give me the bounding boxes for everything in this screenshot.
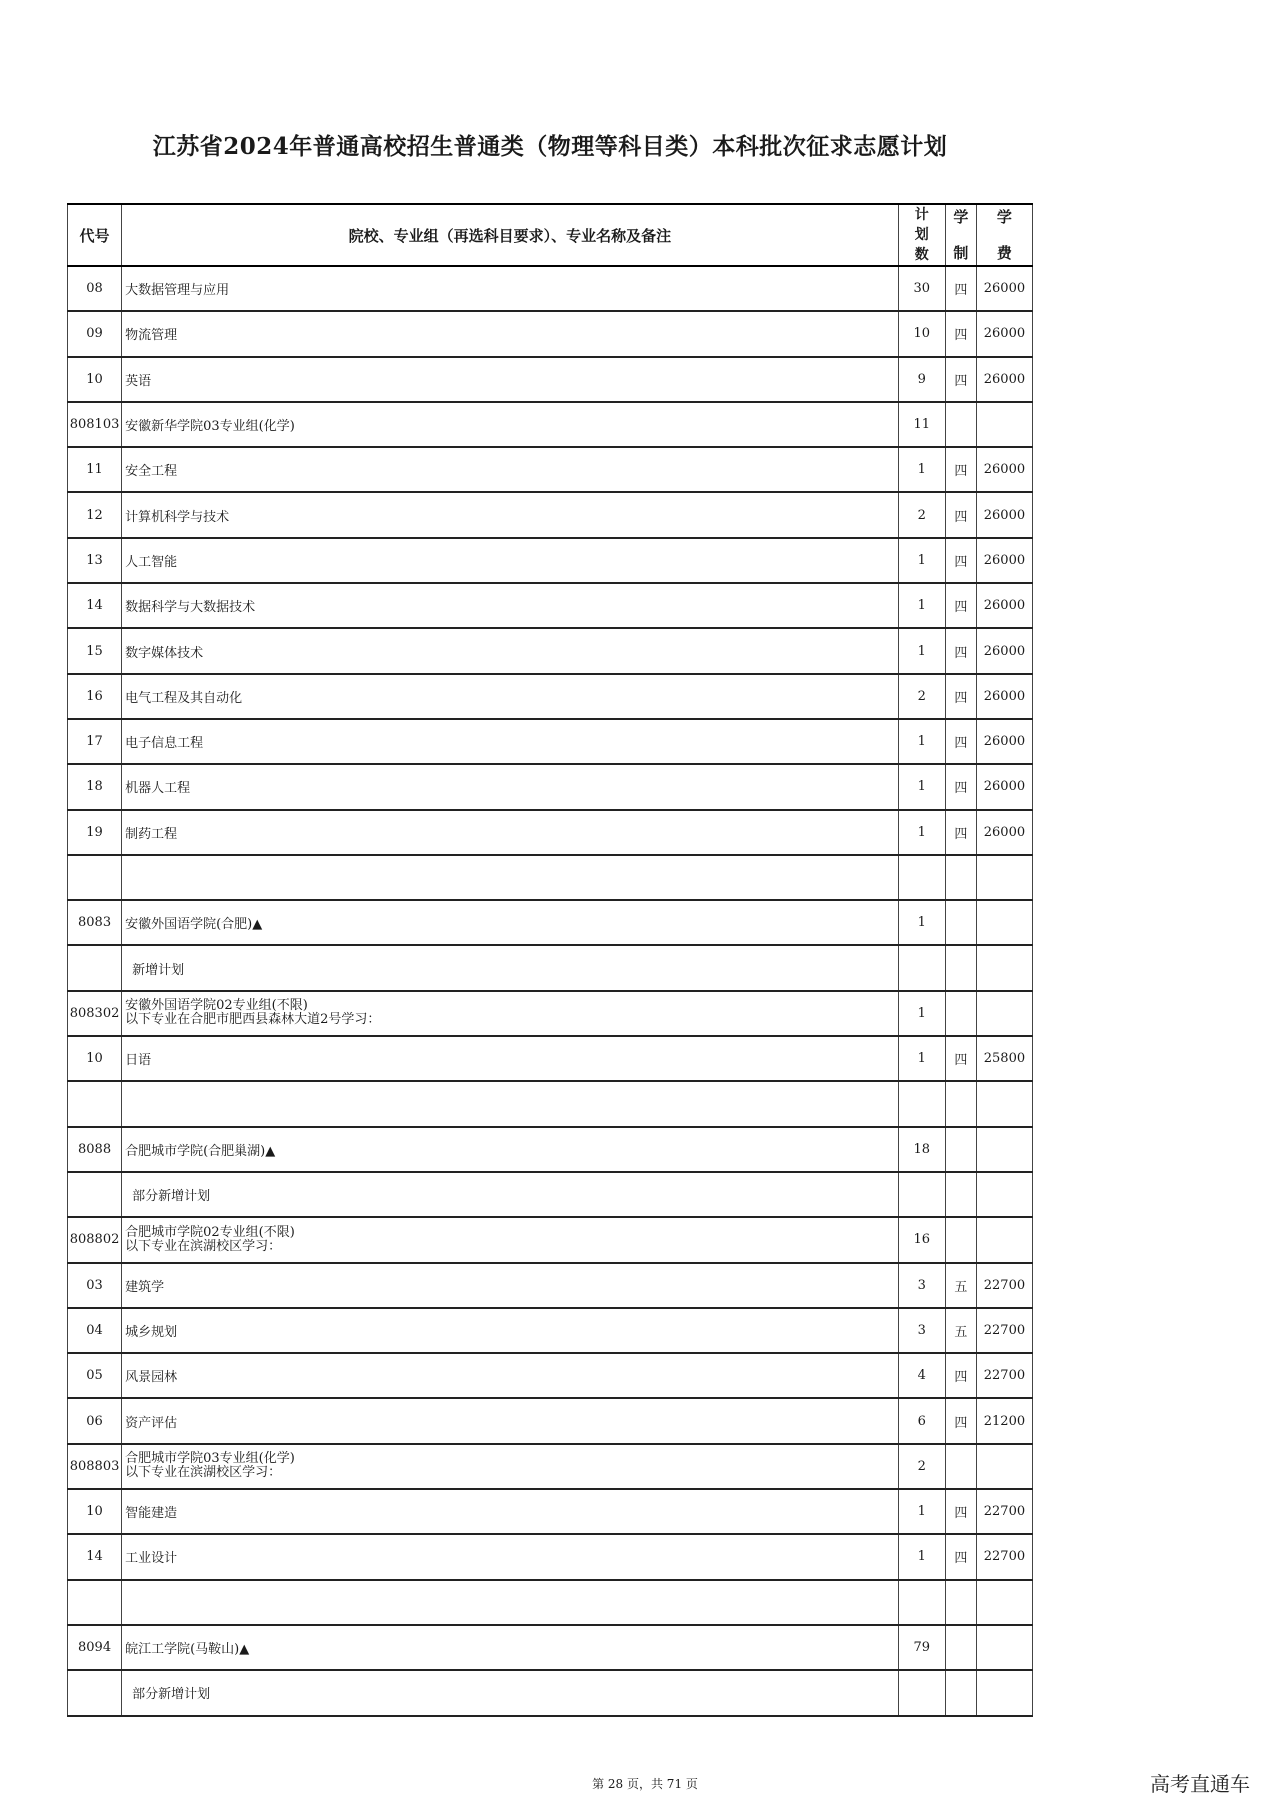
- row-duration: 四: [945, 1036, 976, 1081]
- header-duration: [945, 204, 976, 266]
- row-plan-count: 79: [898, 1625, 945, 1670]
- row-duration: [945, 1580, 976, 1625]
- row-name: 人工智能: [122, 538, 899, 583]
- row-plan-count: [898, 1172, 945, 1217]
- row-duration: [945, 1625, 976, 1670]
- row-fee: [976, 1625, 1032, 1670]
- row-fee: [976, 1444, 1032, 1489]
- table-row: [68, 1172, 1033, 1217]
- enrollment-plan-table: [67, 203, 1033, 1717]
- row-group-name: [122, 1444, 899, 1489]
- row-plan-count: 1: [898, 810, 945, 855]
- row-name: [122, 1081, 899, 1126]
- row-name: [122, 1580, 899, 1625]
- row-duration: 四: [945, 1353, 976, 1398]
- row-duration: [945, 855, 976, 900]
- row-fee: 22700: [976, 1263, 1032, 1308]
- row-duration: [945, 1444, 976, 1489]
- row-duration: [945, 1217, 976, 1262]
- header-duration-char: 制: [953, 244, 969, 262]
- table-row: [68, 1036, 1033, 1081]
- row-code: 808302: [68, 991, 122, 1036]
- row-plan-count: 1: [898, 1489, 945, 1534]
- row-name: 机器人工程: [122, 764, 899, 809]
- page-number: 第 28 页，共 71 页: [592, 1777, 698, 1791]
- table-row: [68, 900, 1033, 945]
- row-name: 合肥城市学院(合肥巢湖)▲: [122, 1127, 899, 1172]
- row-fee: 26000: [976, 266, 1032, 311]
- table-row: [68, 402, 1033, 447]
- row-code: 16: [68, 674, 122, 719]
- row-code: [68, 1081, 122, 1126]
- table-row: [68, 1217, 1033, 1262]
- row-code: 09: [68, 311, 122, 356]
- row-plan-count: 2: [898, 492, 945, 537]
- row-plan-count: 10: [898, 311, 945, 356]
- row-name: 数字媒体技术: [122, 628, 899, 673]
- row-code: 05: [68, 1353, 122, 1398]
- row-code: 15: [68, 628, 122, 673]
- row-code: 12: [68, 492, 122, 537]
- row-duration: [945, 900, 976, 945]
- table-row: [68, 1127, 1033, 1172]
- row-fee: 26000: [976, 764, 1032, 809]
- row-code: 19: [68, 810, 122, 855]
- table-row: [68, 1670, 1033, 1715]
- row-code: 8094: [68, 1625, 122, 1670]
- row-duration: 四: [945, 1534, 976, 1579]
- row-plan-count: 1: [898, 1534, 945, 1579]
- row-name: 计算机科学与技术: [122, 492, 899, 537]
- row-duration: 五: [945, 1308, 976, 1353]
- row-name: 制药工程: [122, 810, 899, 855]
- row-fee: 26000: [976, 674, 1032, 719]
- table-row: [68, 1534, 1033, 1579]
- row-duration: [945, 991, 976, 1036]
- row-code: 13: [68, 538, 122, 583]
- row-duration: [945, 1127, 976, 1172]
- row-note: 部分新增计划: [122, 1172, 899, 1217]
- row-fee: 26000: [976, 311, 1032, 356]
- row-fee: [976, 1081, 1032, 1126]
- table-row: [68, 945, 1033, 990]
- row-code: 808803: [68, 1444, 122, 1489]
- row-plan-count: 2: [898, 1444, 945, 1489]
- table-row: [68, 810, 1033, 855]
- row-duration: 五: [945, 1263, 976, 1308]
- row-duration: [945, 1172, 976, 1217]
- row-fee: 22700: [976, 1534, 1032, 1579]
- header-plan-char: 数: [914, 247, 929, 263]
- row-plan-count: 1: [898, 1036, 945, 1081]
- row-plan-count: [898, 1580, 945, 1625]
- row-plan-count: 1: [898, 719, 945, 764]
- row-code: 17: [68, 719, 122, 764]
- row-fee: [976, 1127, 1032, 1172]
- group-name-line: 安徽外国语学院02专业组(不限): [125, 998, 308, 1014]
- row-code: 808802: [68, 1217, 122, 1262]
- row-fee: 26000: [976, 583, 1032, 628]
- row-duration: 四: [945, 492, 976, 537]
- row-name: 资产评估: [122, 1398, 899, 1443]
- table-header-row: [68, 204, 1033, 266]
- row-code: 08: [68, 266, 122, 311]
- row-name: 安全工程: [122, 447, 899, 492]
- row-code: [68, 855, 122, 900]
- row-fee: [976, 1217, 1032, 1262]
- row-note: 新增计划: [122, 945, 899, 990]
- row-code: 10: [68, 1489, 122, 1534]
- row-name: 安徽外国语学院(合肥)▲: [122, 900, 899, 945]
- row-plan-count: 4: [898, 1353, 945, 1398]
- table-row: [68, 855, 1033, 900]
- row-fee: 22700: [976, 1353, 1032, 1398]
- row-fee: 26000: [976, 538, 1032, 583]
- row-fee: 26000: [976, 719, 1032, 764]
- row-code: 03: [68, 1263, 122, 1308]
- row-duration: 四: [945, 583, 976, 628]
- row-name: 日语: [122, 1036, 899, 1081]
- row-name: 物流管理: [122, 311, 899, 356]
- row-duration: 四: [945, 810, 976, 855]
- row-duration: [945, 1670, 976, 1715]
- row-note: 部分新增计划: [122, 1670, 899, 1715]
- row-group-name: [122, 1217, 899, 1262]
- table-row: [68, 1398, 1033, 1443]
- row-duration: 四: [945, 266, 976, 311]
- row-code: 06: [68, 1398, 122, 1443]
- table-row: [68, 538, 1033, 583]
- row-name: 工业设计: [122, 1534, 899, 1579]
- row-plan-count: 3: [898, 1263, 945, 1308]
- row-fee: 22700: [976, 1489, 1032, 1534]
- row-fee: 26000: [976, 810, 1032, 855]
- row-name: 电气工程及其自动化: [122, 674, 899, 719]
- header-plan-char: 划: [914, 227, 929, 243]
- row-fee: 21200: [976, 1398, 1032, 1443]
- table-row: [68, 1353, 1033, 1398]
- row-fee: [976, 1580, 1032, 1625]
- row-code: [68, 1172, 122, 1217]
- row-plan-count: [898, 945, 945, 990]
- row-plan-count: [898, 855, 945, 900]
- row-code: 04: [68, 1308, 122, 1353]
- table-row: [68, 1580, 1033, 1625]
- group-name-line: 合肥城市学院02专业组(不限): [125, 1224, 295, 1240]
- row-fee: 25800: [976, 1036, 1032, 1081]
- table-row: [68, 583, 1033, 628]
- table-row: [68, 764, 1033, 809]
- row-duration: [945, 1081, 976, 1126]
- header-code: 代号: [68, 204, 122, 266]
- table-row: [68, 1263, 1033, 1308]
- table-row: [68, 1444, 1033, 1489]
- row-plan-count: 3: [898, 1308, 945, 1353]
- row-duration: 四: [945, 447, 976, 492]
- table-row: [68, 719, 1033, 764]
- table-row: [68, 266, 1033, 311]
- row-name: 建筑学: [122, 1263, 899, 1308]
- row-code: 10: [68, 357, 122, 402]
- watermark: 高考直通车: [1150, 1772, 1250, 1796]
- table-row: [68, 991, 1033, 1036]
- row-plan-count: 11: [898, 402, 945, 447]
- row-plan-count: 2: [898, 674, 945, 719]
- row-fee: 26000: [976, 628, 1032, 673]
- table-row: [68, 628, 1033, 673]
- row-fee: [976, 1172, 1032, 1217]
- row-duration: 四: [945, 311, 976, 356]
- row-fee: 26000: [976, 357, 1032, 402]
- row-duration: 四: [945, 538, 976, 583]
- row-plan-count: 1: [898, 991, 945, 1036]
- row-fee: [976, 402, 1032, 447]
- row-name: 安徽新华学院03专业组(化学): [122, 402, 899, 447]
- table-row: [68, 492, 1033, 537]
- row-plan-count: 16: [898, 1217, 945, 1262]
- row-duration: 四: [945, 674, 976, 719]
- row-duration: [945, 945, 976, 990]
- row-plan-count: 1: [898, 538, 945, 583]
- row-plan-count: 30: [898, 266, 945, 311]
- row-plan-count: [898, 1081, 945, 1126]
- row-fee: [976, 855, 1032, 900]
- row-fee: [976, 991, 1032, 1036]
- row-code: [68, 945, 122, 990]
- table-row: [68, 357, 1033, 402]
- row-code: 10: [68, 1036, 122, 1081]
- row-plan-count: 9: [898, 357, 945, 402]
- row-duration: [945, 402, 976, 447]
- row-name: 风景园林: [122, 1353, 899, 1398]
- table-row: [68, 311, 1033, 356]
- row-plan-count: 6: [898, 1398, 945, 1443]
- header-main: 院校、专业组（再选科目要求）、专业名称及备注: [122, 204, 899, 266]
- row-duration: 四: [945, 628, 976, 673]
- row-code: 11: [68, 447, 122, 492]
- row-name: 英语: [122, 357, 899, 402]
- row-name: [122, 855, 899, 900]
- table-row: [68, 1081, 1033, 1126]
- row-duration: 四: [945, 764, 976, 809]
- group-campus-line: 以下专业在滨湖校区学习：: [125, 1238, 282, 1254]
- row-group-name: [122, 991, 899, 1036]
- row-name: 电子信息工程: [122, 719, 899, 764]
- row-code: 8083: [68, 900, 122, 945]
- row-fee: 22700: [976, 1308, 1032, 1353]
- row-fee: [976, 900, 1032, 945]
- table-row: [68, 447, 1033, 492]
- row-plan-count: [898, 1670, 945, 1715]
- table-row: [68, 1308, 1033, 1353]
- row-plan-count: 1: [898, 900, 945, 945]
- row-plan-count: 18: [898, 1127, 945, 1172]
- header-fee-char: 费: [996, 244, 1012, 262]
- header-plan-count: [898, 204, 945, 266]
- group-name-line: 合肥城市学院03专业组(化学): [125, 1451, 295, 1467]
- table-row: [68, 1625, 1033, 1670]
- row-name: 数据科学与大数据技术: [122, 583, 899, 628]
- row-name: 大数据管理与应用: [122, 266, 899, 311]
- row-name: 皖江工学院(马鞍山)▲: [122, 1625, 899, 1670]
- row-fee: [976, 945, 1032, 990]
- row-plan-count: 1: [898, 628, 945, 673]
- row-plan-count: 1: [898, 447, 945, 492]
- header-fee-char: 学: [996, 208, 1012, 226]
- row-duration: 四: [945, 719, 976, 764]
- row-code: [68, 1670, 122, 1715]
- row-code: 8088: [68, 1127, 122, 1172]
- header-duration-char: 学: [953, 208, 969, 226]
- row-fee: 26000: [976, 492, 1032, 537]
- row-fee: 26000: [976, 447, 1032, 492]
- header-fee: [976, 204, 1032, 266]
- row-name: 智能建造: [122, 1489, 899, 1534]
- row-code: 808103: [68, 402, 122, 447]
- table-row: [68, 674, 1033, 719]
- row-duration: 四: [945, 1398, 976, 1443]
- group-campus-line: 以下专业在滨湖校区学习：: [125, 1465, 282, 1481]
- document-title: 江苏省2024年普通高校招生普通类（物理等科目类）本科批次征求志愿计划: [152, 133, 948, 160]
- row-plan-count: 1: [898, 764, 945, 809]
- table-row: [68, 1489, 1033, 1534]
- row-name: 城乡规划: [122, 1308, 899, 1353]
- row-plan-count: 1: [898, 583, 945, 628]
- group-campus-line: 以下专业在合肥市肥西县森林大道2号学习：: [125, 1012, 381, 1028]
- row-code: [68, 1580, 122, 1625]
- row-fee: [976, 1670, 1032, 1715]
- row-code: 14: [68, 1534, 122, 1579]
- row-duration: 四: [945, 357, 976, 402]
- row-code: 14: [68, 583, 122, 628]
- header-plan-char: 计: [914, 207, 929, 223]
- row-code: 18: [68, 764, 122, 809]
- row-duration: 四: [945, 1489, 976, 1534]
